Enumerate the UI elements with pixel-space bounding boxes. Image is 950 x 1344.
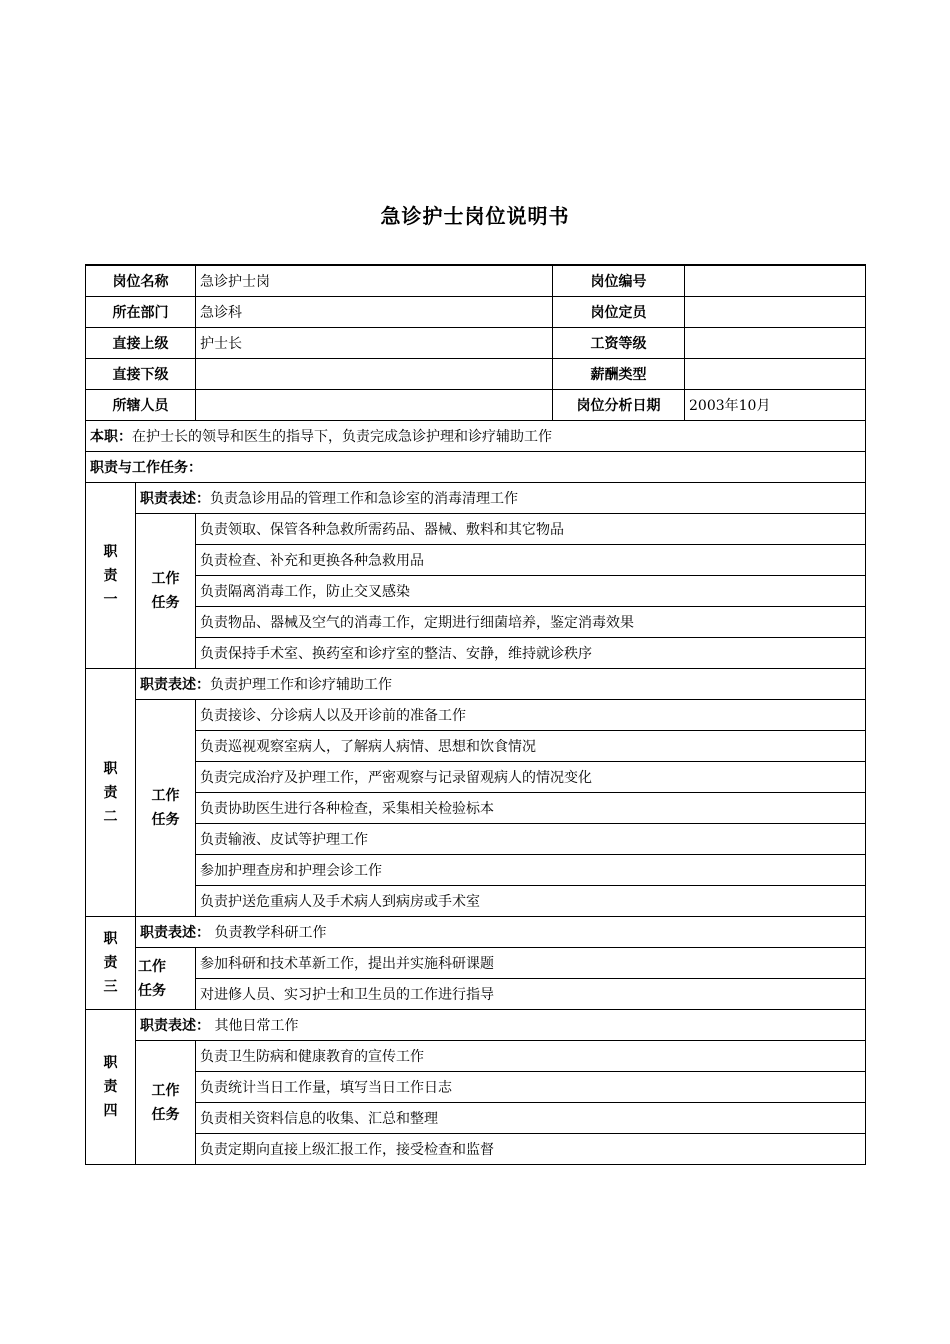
duty-1-task-4: 负责物品、器械及空气的消毒工作，定期进行细菌培养，鉴定消毒效果 <box>196 607 866 638</box>
job-description-table <box>85 264 866 1165</box>
document-title: 急诊护士岗位说明书 <box>380 204 570 228</box>
duty-4-task-1: 负责卫生防病和健康教育的宣传工作 <box>196 1041 866 1072</box>
duty-1-task-row <box>86 638 866 669</box>
duty-4-task-row <box>86 1134 866 1165</box>
duty-3-task-row <box>86 979 866 1010</box>
duty-2-task-2: 负责巡视观察室病人，了解病人病情、思想和饮食情况 <box>196 731 866 762</box>
superior-label: 直接上级 <box>86 328 196 359</box>
wage-label: 工资等级 <box>553 328 685 359</box>
duty-2-task-4: 负责协助医生进行各种检查，采集相关检验标本 <box>196 793 866 824</box>
post-code-value <box>685 265 866 297</box>
duty-2-task-5: 负责输液、皮试等护理工作 <box>196 824 866 855</box>
duty-4-task-row <box>86 1072 866 1103</box>
duty-1-task-row <box>86 607 866 638</box>
duty-summary-text: 在护士长的领导和医生的指导下，负责完成急诊护理和诊疗辅助工作 <box>132 429 552 445</box>
duty-4-statement-row <box>86 1010 866 1041</box>
duty-2-statement: 职责表述：负责护理工作和诊疗辅助工作 <box>136 669 866 700</box>
duty-4-task-2: 负责统计当日工作量，填写当日工作日志 <box>196 1072 866 1103</box>
duty-2-task-row <box>86 824 866 855</box>
row-superior <box>86 328 866 359</box>
duty-1-task-1: 负责领取、保管各种急救所需药品、器械、敷料和其它物品 <box>196 514 866 545</box>
duty-3-statement: 职责表述： 负责教学科研工作 <box>136 917 866 948</box>
duty-1-task-row <box>86 514 866 545</box>
wage-value <box>685 328 866 359</box>
dept-value: 急诊科 <box>196 297 553 328</box>
duty-1-statement-row <box>86 483 866 514</box>
duty-3-task-label: 工作 任务 <box>136 948 196 1010</box>
duty-1-task-row <box>86 576 866 607</box>
pay-type-label: 薪酬类型 <box>553 359 685 390</box>
duty-1-statement: 职责表述：负责急诊用品的管理工作和急诊室的消毒清理工作 <box>136 483 866 514</box>
pay-type-value <box>685 359 866 390</box>
staffing-value <box>685 297 866 328</box>
duty-2-statement-row <box>86 669 866 700</box>
duties-header: 职责与工作任务： <box>86 452 866 483</box>
duty-2-task-row <box>86 793 866 824</box>
post-code-label: 岗位编号 <box>553 265 685 297</box>
duty-2-task-7: 负责护送危重病人及手术病人到病房或手术室 <box>196 886 866 917</box>
analysis-date-label: 岗位分析日期 <box>553 390 685 421</box>
dept-label: 所在部门 <box>86 297 196 328</box>
duty-1-task-3: 负责隔离消毒工作，防止交叉感染 <box>196 576 866 607</box>
duty-3-name: 职 责 三 <box>86 917 136 1010</box>
duty-3-task-row <box>86 948 866 979</box>
staff-value <box>196 390 553 421</box>
duty-2-name: 职 责 二 <box>86 669 136 917</box>
duty-4-task-3: 负责相关资料信息的收集、汇总和整理 <box>196 1103 866 1134</box>
superior-value: 护士长 <box>196 328 553 359</box>
duty-4-task-row <box>86 1103 866 1134</box>
post-name-label: 岗位名称 <box>86 265 196 297</box>
duty-1-task-5: 负责保持手术室、换药室和诊疗室的整洁、安静，维持就诊秩序 <box>196 638 866 669</box>
duty-4-task-4: 负责定期向直接上级汇报工作，接受检查和监督 <box>196 1134 866 1165</box>
duty-4-task-label: 工作 任务 <box>136 1041 196 1165</box>
duty-3-task-2: 对进修人员、实习护士和卫生员的工作进行指导 <box>196 979 866 1010</box>
job-description-sheet <box>85 264 865 1165</box>
duty-1-task-2: 负责检查、补充和更换各种急救用品 <box>196 545 866 576</box>
duty-1-task-row <box>86 545 866 576</box>
subordinate-value <box>196 359 553 390</box>
duty-2-task-row <box>86 762 866 793</box>
duty-4-name: 职 责 四 <box>86 1010 136 1165</box>
duty-1-name: 职 责 一 <box>86 483 136 669</box>
row-duties-header <box>86 452 866 483</box>
staff-label: 所辖人员 <box>86 390 196 421</box>
duty-2-task-row <box>86 731 866 762</box>
duty-2-task-6: 参加护理查房和护理会诊工作 <box>196 855 866 886</box>
row-duty-summary <box>86 421 866 452</box>
duty-summary <box>86 421 866 452</box>
analysis-date-value: 2003年10月 <box>685 390 866 421</box>
subordinate-label: 直接下级 <box>86 359 196 390</box>
duty-2-task-row <box>86 700 866 731</box>
duty-1-task-label: 工作 任务 <box>136 514 196 669</box>
row-department <box>86 297 866 328</box>
duty-4-statement: 职责表述： 其他日常工作 <box>136 1010 866 1041</box>
row-staff <box>86 390 866 421</box>
row-post-name <box>86 265 866 297</box>
post-name-value: 急诊护士岗 <box>196 265 553 297</box>
duty-2-task-label: 工作 任务 <box>136 700 196 917</box>
duty-2-task-row <box>86 886 866 917</box>
duty-3-task-1: 参加科研和技术革新工作，提出并实施科研课题 <box>196 948 866 979</box>
duty-summary-label: 本职： <box>90 429 132 445</box>
duty-2-task-row <box>86 855 866 886</box>
staffing-label: 岗位定员 <box>553 297 685 328</box>
duty-4-task-row <box>86 1041 866 1072</box>
row-subordinate <box>86 359 866 390</box>
duty-2-task-3: 负责完成治疗及护理工作，严密观察与记录留观病人的情况变化 <box>196 762 866 793</box>
duty-3-statement-row <box>86 917 866 948</box>
duty-2-task-1: 负责接诊、分诊病人以及开诊前的准备工作 <box>196 700 866 731</box>
